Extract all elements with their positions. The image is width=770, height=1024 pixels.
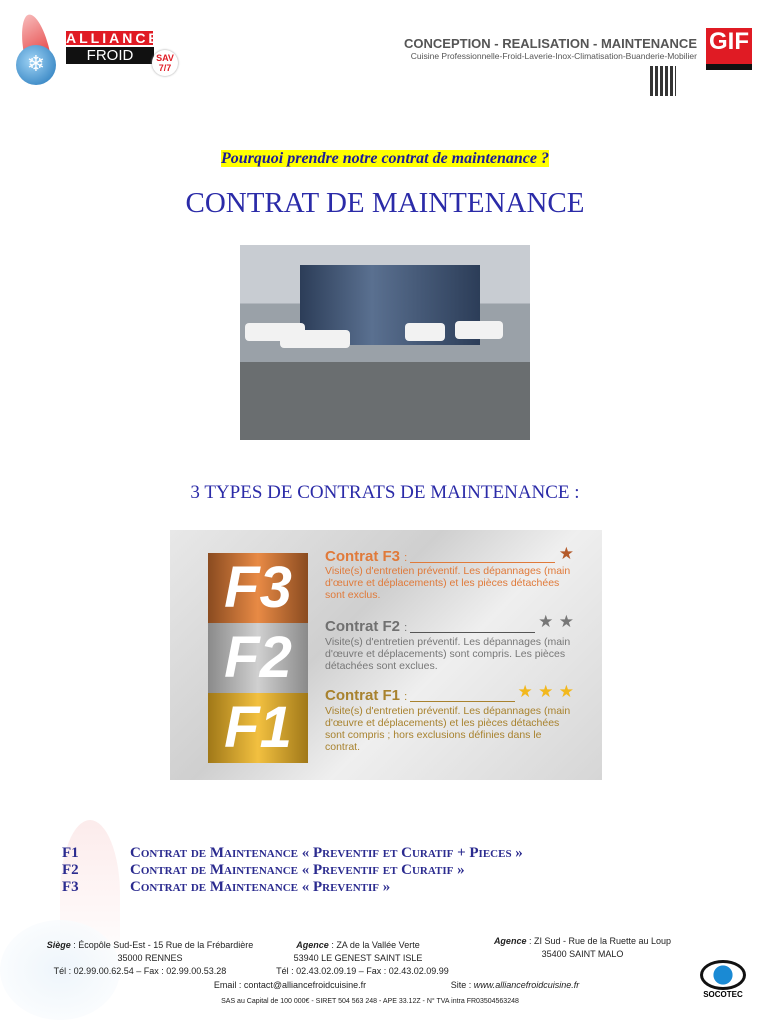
agence1-address: Agence : ZA de la Vallée Verte 53940 LE GENEST SAINT ISLE: [293, 940, 423, 963]
siege-phone: Tél : 02.99.00.62.54 – Fax : 02.99.00.53.28: [53, 966, 227, 976]
question-heading: [0, 150, 770, 168]
badge-f2: F2: [208, 623, 308, 693]
list-item: [62, 845, 523, 862]
socotec-label: SOCOTEC: [703, 990, 743, 999]
website-link[interactable]: Site : www.alliancefroidcuisine.fr: [450, 980, 580, 990]
sav-badge: SAV 7/7: [152, 50, 178, 76]
gif-logo: GIF: [706, 28, 752, 70]
contract-f1-desc: Visite(s) d'entretien préventif. Les dépannages (main d'œuvre et déplacements) et les pièces détachées sont compris ; hors exclusions définies dans le contrat.: [325, 705, 571, 753]
star-icon: ★: [558, 544, 574, 564]
divider: [410, 562, 555, 563]
siege-address: Siège : Écopôle Sud-Est - 15 Rue de la Frébardière 35000 RENNES: [46, 940, 254, 963]
contract-f3-title: Contrat F3 :: [325, 548, 408, 565]
question-text: Pourquoi prendre notre contrat de maintenance ?: [220, 150, 550, 167]
van-shape: [280, 330, 350, 348]
divider: [410, 632, 535, 633]
email-link[interactable]: Email : contact@alliancefroidcuisine.fr: [213, 980, 367, 990]
van-shape: [405, 323, 445, 341]
divider: [410, 701, 515, 702]
type-code: F1: [62, 845, 79, 861]
logo-froid-cuisine: FROID CUISINE: [66, 47, 154, 64]
type-code: F3: [62, 879, 79, 895]
badge-f3: F3: [208, 553, 308, 623]
agence1-phone: Tél : 02.43.02.09.19 – Fax : 02.43.02.09.99: [276, 966, 449, 976]
contract-f2-desc: Visite(s) d'entretien préventif. Les dépannages (main d'œuvre et déplacements) sont compris. Les pièces détachées sont exclues.: [325, 636, 571, 672]
star-icon: ★ ★ ★: [517, 682, 574, 702]
type-label: Contrat de Maintenance « Preventif et Curatif »: [130, 862, 465, 878]
logo-alliance: ALLIANCE: [66, 30, 161, 46]
type-label: Contrat de Maintenance « Preventif et Curatif + Pieces »: [130, 845, 523, 861]
header-services: Cuisine Professionnelle-Froid-Laverie-Inox-Climatisation-Buanderie-Mobilier: [410, 51, 697, 61]
contract-f3-desc: Visite(s) d'entretien préventif. Les dépannages (main d'œuvre et déplacements) et les pièces détachées sont exclus.: [325, 565, 571, 601]
star-icon: ★ ★: [538, 612, 574, 632]
header-tagline: CONCEPTION - REALISATION - MAINTENANCE: [404, 36, 697, 51]
list-item: [62, 879, 523, 896]
contract-f2-title: Contrat F2 :: [325, 618, 408, 635]
type-label: Contrat de Maintenance « Preventif »: [130, 879, 391, 895]
list-item: [62, 862, 523, 879]
qr-code-icon: [650, 66, 676, 96]
building-photo: [240, 245, 530, 440]
contract-types-heading: 3 TYPES DE CONTRATS DE MAINTENANCE :: [190, 482, 580, 503]
type-code: F2: [62, 862, 79, 878]
contract-f1-title: Contrat F1 :: [325, 687, 408, 704]
contract-types-list: [62, 845, 523, 896]
snowflake-logo-icon: ❄: [16, 45, 56, 85]
page-title: CONTRAT DE MAINTENANCE: [185, 187, 585, 219]
socotec-logo-icon: [700, 960, 746, 990]
badge-f1: F1: [208, 693, 308, 763]
van-shape: [455, 321, 503, 339]
agence2-address: Agence : ZI Sud - Rue de la Ruette au Loup 35400 SAINT MALO: [493, 936, 672, 959]
legal-info: SAS au Capital de 100 000€ - SIRET 504 563 248 - APE 33.12Z - N° TVA intra FR03504563248: [221, 998, 519, 1005]
contracts-graphic: [170, 530, 602, 780]
